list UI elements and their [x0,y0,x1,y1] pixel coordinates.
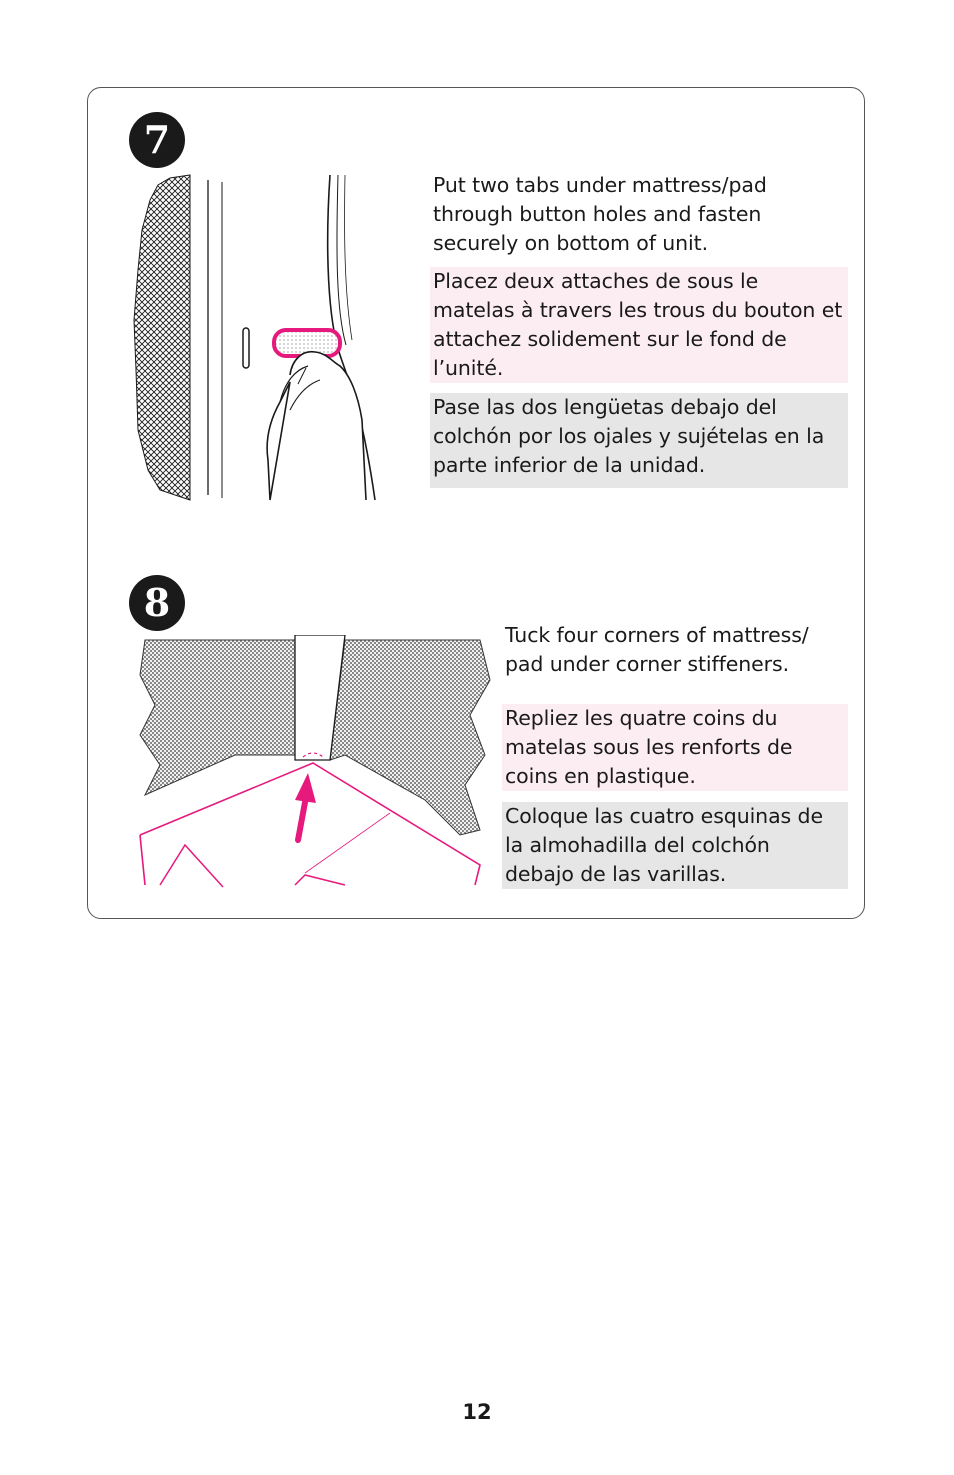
step-8-text-en: Tuck four corners of mattress/ pad under corner stiffeners. [505,623,809,676]
step-7-text-es: Pase las dos lengüetas debajo del colchón por los ojales y sujételas en la parte inferior de la unidad. [430,393,848,488]
left-mesh-panel [140,640,295,795]
mesh-panel [134,175,190,500]
step-8-text-fr: Repliez les quatre coins du matelas sous les renforts de coins en plastique. [502,704,848,791]
hand [267,352,366,500]
up-arrow [298,797,306,840]
page-number: 12 [462,1400,492,1424]
step-7-text-en: Put two tabs under mattress/pad through button holes and fasten securely on bottom of unit. [433,173,767,255]
step-7-badge [129,112,185,168]
right-mesh-panel [330,640,490,835]
step-8-badge [129,575,185,631]
step-7-illustration [130,170,390,505]
step-8-number: 8 [143,580,171,625]
step-8-text-es: Coloque las cuatro esquinas de la almohadilla del colchón debajo de las varillas. [502,802,848,889]
step-7-number: 7 [143,117,171,162]
step-8-illustration [135,635,495,890]
step-7-text-fr: Placez deux attaches de sous le matelas à travers les trous du bouton et attachez solidement sur le fond de l’unité. [430,267,848,383]
